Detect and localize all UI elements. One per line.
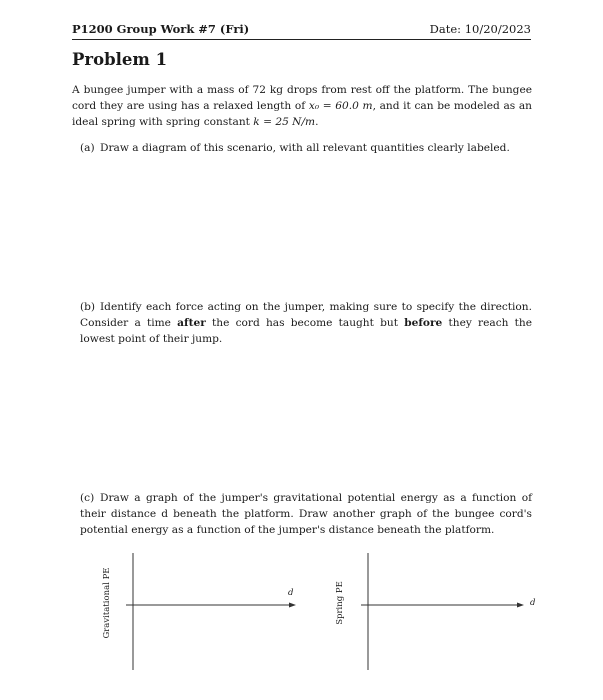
part-b-after: after — [177, 317, 206, 329]
part-b — [80, 299, 532, 347]
spring-pe-graph — [332, 548, 547, 673]
spring-pe-x-label: d — [530, 598, 536, 608]
gravitational-pe-axis-label: Gravitational PE — [102, 567, 112, 639]
intro-text-2: drops from rest off the platform. The bungee cord they are using has a relaxed length of — [72, 84, 532, 112]
spring-pe-axes — [332, 548, 547, 673]
intro-text-1: A bungee jumper with a mass of — [72, 84, 253, 96]
part-a-label: (a) — [80, 142, 95, 154]
part-b-text-1: Identify each force acting on the jumper, making sure to specify the direction. Consider a time — [80, 301, 532, 329]
spring-constant-value: k = 25 N/m — [253, 116, 316, 128]
part-a — [80, 140, 532, 156]
relaxed-length-value: x₀ = 60.0 m — [308, 100, 373, 112]
mass-value: 72 kg — [252, 84, 284, 96]
part-b-before: before — [404, 317, 443, 329]
spring-pe-axis-label: Spring PE — [335, 581, 345, 625]
part-b-text-3: they reach the lowest point of their jump. — [80, 317, 533, 345]
gravitational-pe-axes — [96, 548, 306, 673]
gravitational-pe-x-label: d — [288, 588, 294, 598]
part-c-label: (c) — [80, 492, 95, 504]
intro-text-4: . — [315, 116, 319, 128]
part-a-text: Draw a diagram of this scenario, with all relevant quantities clearly labeled. — [100, 142, 510, 154]
intro-text-3: , and it can be modeled as an ideal spring with spring constant — [72, 100, 533, 128]
part-b-label: (b) — [80, 301, 96, 313]
part-c — [80, 490, 532, 538]
problem-intro — [72, 82, 532, 130]
gravitational-pe-graph — [96, 548, 306, 673]
date-label: Date: 10/20/2023 — [429, 22, 531, 36]
course-title: P1200 Group Work #7 (Fri) — [72, 22, 250, 36]
part-b-text-2: the cord has become taught but — [205, 317, 405, 329]
page-header — [72, 14, 531, 40]
problem-title: Problem 1 — [72, 50, 168, 69]
part-c-text: Draw a graph of the jumper's gravitational potential energy as a function of their distance d beneath the platform. Draw another graph of the bungee cord's potential energy as a function of the jumper's distance beneath the platform. — [80, 492, 532, 536]
